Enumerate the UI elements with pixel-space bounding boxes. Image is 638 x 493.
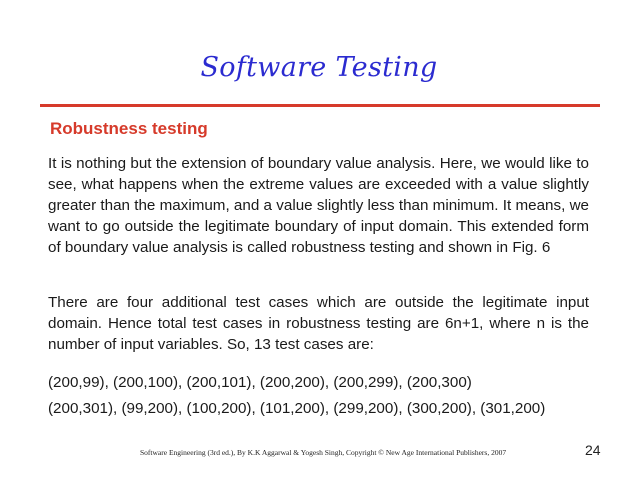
test-cases-line-2: (200,301), (99,200), (100,200), (101,200), (299,200), (300,200), (301,200) [48, 400, 546, 417]
paragraph-test-count: There are four additional test cases which are outside the legitimate input domain. Hence total test cases in robustness testing are 6n+1, where n is the number of input variables. So, 13 test cases are: [48, 294, 589, 353]
slide-title: Software Testing [200, 52, 438, 83]
test-cases-line-1: (200,99), (200,100), (200,101), (200,200), (200,299), (200,300) [48, 374, 472, 391]
footer-citation: Software Engineering (3rd ed.), By K.K Aggarwal & Yogesh Singh, Copyright © New Age International Publishers, 2007 [140, 448, 507, 457]
paragraph-intro: It is nothing but the extension of boundary value analysis. Here, we would like to see, what happens when the extreme values are exceeded with a value slightly greater than the maximum, and a value slightly less than minimum. It means, we want to go outside the legitimate boundary of input domain. This extended form of boundary value analysis is called robustness testing and shown in Fig. 6 [48, 155, 589, 256]
section-heading: Robustness testing [50, 119, 208, 138]
page-number: 24 [585, 442, 601, 458]
title-divider [40, 104, 600, 107]
